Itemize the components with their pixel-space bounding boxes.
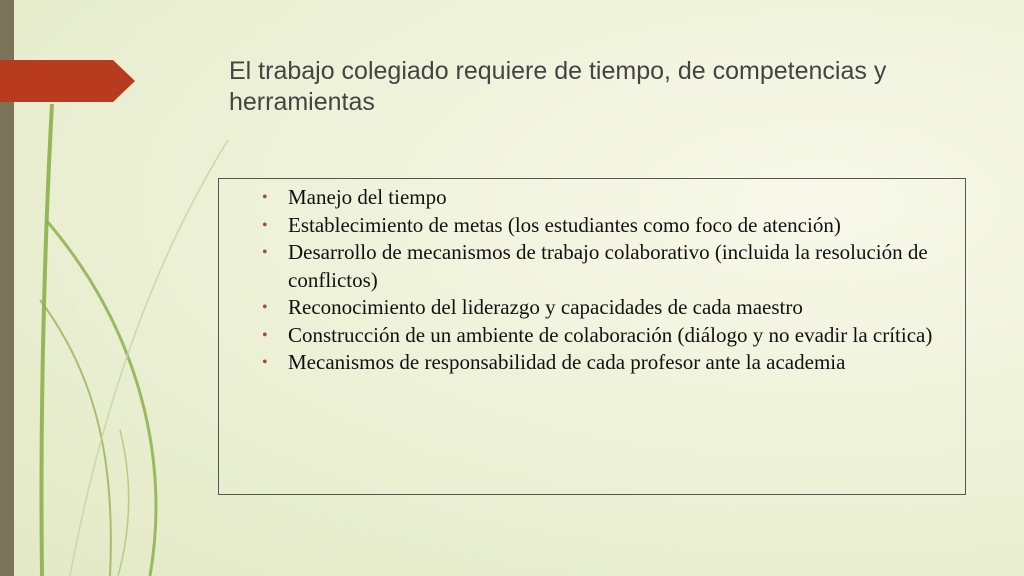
bullet-item [260, 184, 950, 212]
bullet-icon: • [262, 216, 268, 234]
bullet-item [260, 294, 950, 322]
bullet-icon: • [262, 326, 268, 344]
bullet-item [260, 212, 950, 240]
bullet-text: Mecanismos de responsabilidad de cada profesor ante la academia [288, 350, 846, 374]
bullet-icon: • [262, 299, 268, 316]
bullet-text: Manejo del tiempo [288, 185, 447, 209]
bullet-item [260, 322, 950, 350]
bullet-text: Establecimiento de metas (los estudiantes como foco de atención) [288, 212, 841, 237]
bullet-icon: • [262, 244, 268, 261]
bullet-list [260, 184, 950, 377]
slide-title: El trabajo colegiado requiere de tiempo, de competencias y herramientas [229, 57, 887, 116]
bullet-text: Reconocimiento del liderazgo y capacidades de cada maestro [288, 295, 803, 319]
accent-arrow-shape [0, 60, 135, 102]
bullet-text: Construcción de un ambiente de colaboración (diálogo y no evadir la crítica) [288, 322, 933, 347]
bullet-text: Desarrollo de mecanismos de trabajo colaborativo (incluida la resolución de conflictos) [288, 240, 928, 292]
bullet-item [260, 349, 950, 377]
bullet-icon: • [262, 189, 268, 206]
bullet-icon: • [262, 354, 268, 371]
bullet-item [260, 239, 950, 294]
